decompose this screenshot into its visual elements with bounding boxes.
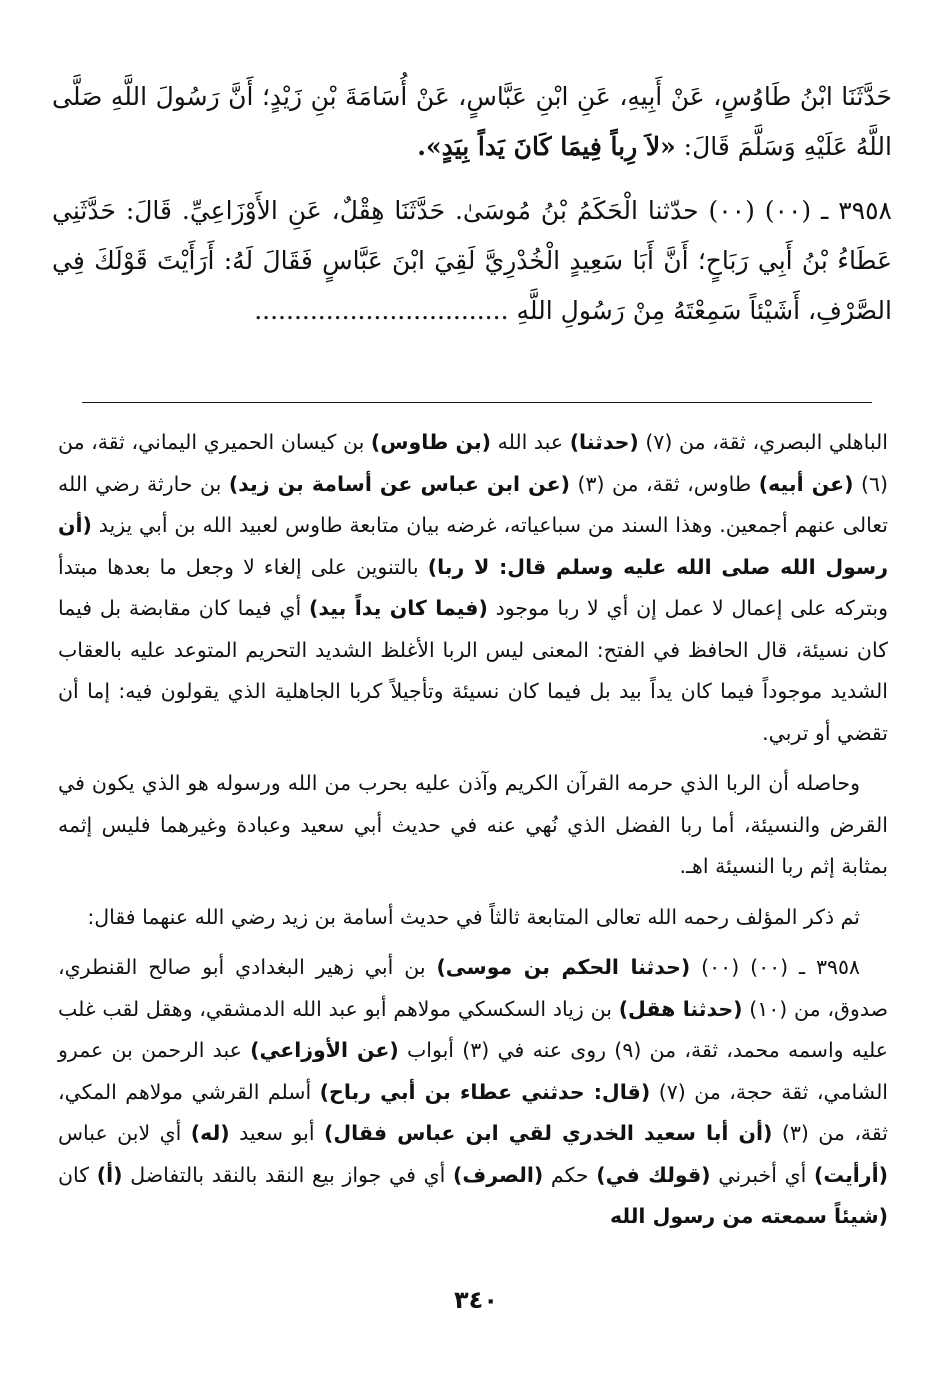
commentary-bold: (أن رسول الله صلى الله عليه وسلم قال: لا ربا) — [58, 513, 888, 579]
hadith-paragraph: ٣٩٥٨ ـ (٠٠) (٠٠) حدّثنا الْحَكَمُ بْنُ مُوسَىٰ. حَدَّثَنَا هِقْلٌ، عَنِ الأَوْزَاعِيِّ. قَالَ: حَدَّثَنِي عَطَاءُ بْنُ أَبِي رَبَاحٍ؛ أَنَّ أَبَا سَعِيدٍ الْخُدْرِيَّ لَقِيَ ابْنَ عَبَّاسٍ فَقَالَ لَهُ: أَرَأَيْتَ قَوْلَكَ فِي الصَّرْفِ، أَشَيْئاً سَمِعْتَهُ مِنْ رَسُولِ اللَّهِ ................................ — [52, 196, 892, 325]
commentary-bold: (فيما كان يداً بيد) — [309, 596, 488, 620]
hadith-text-1 — [52, 72, 892, 172]
hadith-matn-quote: «لاَ رِباً فِيمَا كَانَ يَداً بِيَدٍ». — [417, 132, 676, 161]
commentary-bold: (قال: حدثني عطاء بن أبي رباح) — [319, 1079, 651, 1104]
commentary-bold: (له) — [190, 1121, 230, 1145]
commentary-text: أسلم القرشي مولاهم المكي، ثقة، من (٣) — [58, 1079, 888, 1145]
commentary-text: أي في جواز بيع النقد بالنقد بالتفاضل — [122, 1162, 454, 1187]
commentary-text: بن كيسان الحميري اليماني، ثقة، من (٦) — [58, 430, 889, 496]
commentary-paragraph-3: ثم ذكر المؤلف رحمه الله تعالى المتابعة ثالثاً في حديث أسامة بن زيد رضي الله عنهما فقال: — [87, 904, 860, 929]
commentary-text: حكم — [543, 1162, 597, 1187]
commentary-text: طاوس، ثقة، من (٣) — [570, 471, 759, 496]
page-number: ٣٤٠ — [454, 1286, 498, 1314]
commentary-bold: (أرأيت) — [814, 1162, 889, 1187]
commentary-text: أي لابن عباس — [58, 1121, 191, 1145]
commentary-text: أبو سعيد — [229, 1121, 324, 1145]
commentary-bold: (قولك في) — [596, 1162, 711, 1187]
commentary-text: عبد الله — [491, 430, 570, 454]
commentary-text: أي أخبرني — [710, 1162, 815, 1187]
commentary-bold: (شيئاً سمعته من رسول الله — [609, 1204, 888, 1228]
commentary-bold: (عن أبيه) — [758, 471, 854, 496]
footnote-divider — [82, 402, 872, 403]
commentary-bold: (أ) — [96, 1162, 123, 1187]
commentary-text: بالتنوين على إلغاء لا وجعل ما بعدها مبتدأ وبتركه على إعمال لا عمل إن أي لا ربا موجود — [58, 554, 888, 620]
hadith-paragraph — [52, 72, 892, 172]
commentary-text: عبد الرحمن بن عمرو الشامي، ثقة حجة، من (٧) — [58, 1038, 889, 1104]
commentary-bold: (حدثنا) — [569, 430, 639, 454]
commentary-paragraph-2: وحاصله أن الربا الذي حرمه القرآن الكريم وآذن عليه بحرب من الله ورسوله هو الذي يكون في القرض والنسيئة، أما ربا الفضل الذي نُهي عنه في حديث أبي سعيد وعبادة وغيرهما فليس إثمه بمثابة إثم ربا النسيئة اهـ. — [58, 771, 888, 878]
commentary-text: ٣٩٥٨ ـ (٠٠) (٠٠) — [690, 955, 860, 979]
commentary-section — [58, 422, 888, 1247]
commentary-bold: (عن الأوزاعي) — [250, 1038, 399, 1062]
commentary-bold: (عن ابن عباس عن أسامة بن زيد) — [228, 471, 570, 496]
commentary-text: بن زياد السكسكي مولاهم أبو عبد الله الدمشقي، وهقل لقب غلب عليه واسمه محمد، ثقة، من (٩) روى عنه في (٣) أبواب — [58, 996, 889, 1062]
hadith-text-2 — [52, 186, 892, 336]
commentary-bold: (حدثنا هقل) — [618, 996, 743, 1021]
commentary-paragraph-4 — [58, 947, 888, 1238]
commentary-text: الباهلي البصري، ثقة، من (٧) — [638, 430, 888, 454]
hadith-isnad: حَدَّثَنَا ابْنُ طَاوُسٍ، عَنْ أَبِيهِ، عَنِ ابْنِ عَبَّاسٍ، عَنْ أُسَامَةَ بْنِ زَيْدٍ؛ أَنَّ رَسُولَ اللَّهِ صَلَّى اللَّهُ عَلَيْهِ وَسَلَّمَ قَالَ: — [52, 82, 892, 161]
commentary-text: بن أبي زهير البغدادي أبو صالح القنطري، صدوق، من (١٠) — [58, 955, 888, 1021]
commentary-text: أي فيما كان مقابضة بل فيما كان نسيئة، قال الحافظ في الفتح: المعنى ليس الربا الأغلظ الشديد التحريم المتوعد عليه بالعقاب الشديد موجوداً فيما كان يداً بيد بل فيما كان نسيئة وتأجيلاً كربا الجاهلية الذي يقولون فيه: إما أن تقضي أو تربي. — [58, 596, 888, 745]
commentary-bold: (بن طاوس) — [370, 430, 492, 454]
commentary-text: كان — [58, 1162, 97, 1187]
commentary-bold: (حدثنا الحكم بن موسى) — [436, 955, 691, 979]
commentary-text: بن حارثة رضي الله تعالى عنهم أجمعين. وهذا السند من سباعياته، غرضه بيان متابعة طاوس لعبيد الله بن أبي يزيد — [58, 471, 888, 537]
commentary-bold: (الصرف) — [453, 1162, 544, 1187]
commentary-paragraph-1 — [58, 422, 888, 754]
commentary-bold: (أن أبا سعيد الخدري لقي ابن عباس فقال) — [323, 1121, 773, 1145]
